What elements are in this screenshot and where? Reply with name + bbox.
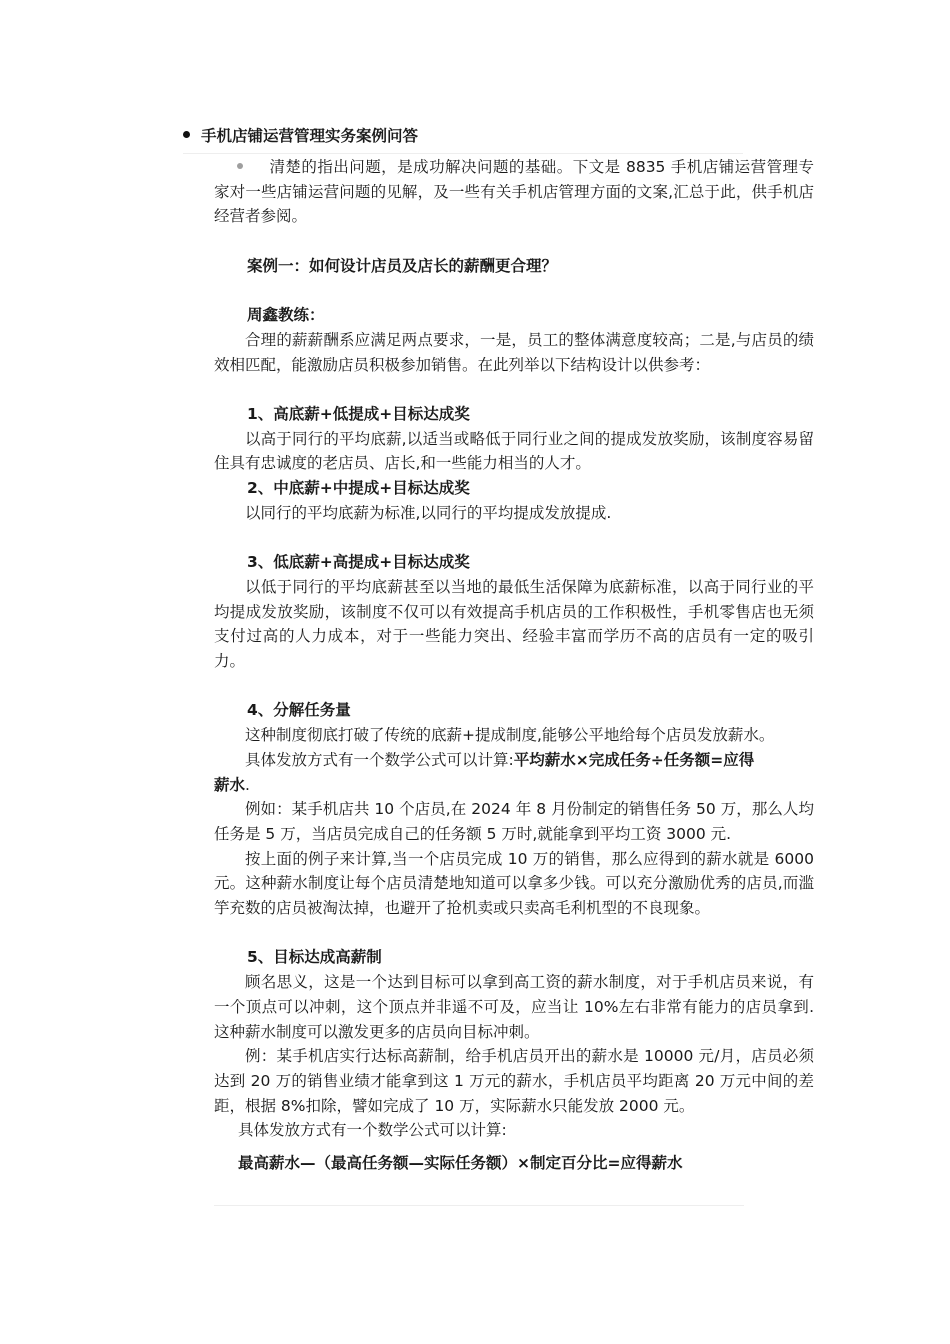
- section-3-title: 3、低底薪+高提成+目标达成奖: [247, 553, 470, 572]
- coach-intro: 合理的薪薪酬系应满足两点要求，一是，员工的整体满意度较高；二是,与店员的绩效相匹配，能激励店员积极参加销售。在此列举以下结构设计以供参考：: [214, 330, 814, 374]
- section-5-paragraph-1: 顾名思义，这是一个达到目标可以拿到高工资的薪水制度，对于手机店员来说，有一个顶点可以冲刺，这个顶点并非遥不可及，应当让 10%左右非常有能力的店员拿到.这种薪水制度可以激发更多的店员向目标冲刺。: [214, 973, 814, 1041]
- section-4-paragraph-4: 按上面的例子来计算,当一个店员完成 10 万的销售，那么应得到的薪水就是 6000 元。这种薪水制度让每个店员清楚地知道可以拿多少钱。可以充分激励优秀的店员,而滥竽充数的店员被淘汰掉，也避开了抢机卖或只卖高毛利机型的不良现象。: [214, 849, 814, 918]
- section-5-title: 5、目标达成高薪制: [247, 948, 382, 967]
- bullet-icon: [183, 131, 190, 138]
- section-4-paragraph-1: 这种制度彻底打破了传统的底薪+提成制度,能够公平地给每个店员发放薪水。: [245, 726, 775, 745]
- formula-max-salary: 最高薪水—（最高任务额—实际任务额）×制定百分比=应得薪水: [238, 1154, 683, 1173]
- coach-label: 周鑫教练：: [247, 306, 325, 325]
- title-text: 手机店铺运营管理实务案例问答: [201, 127, 419, 145]
- document-title: [183, 124, 418, 146]
- section-2-text: 以同行的平均底薪为标准,以同行的平均提成发放提成.: [245, 503, 612, 522]
- formula-average-salary: 平均薪水×完成任务÷任务额=应得: [513, 750, 755, 769]
- section-5-paragraph-2: 例：某手机店实行达标高薪制，给手机店员开出的薪水是 10000 元/月，店员必须达到 20 万的销售业绩才能拿到这 1 万元的薪水，手机店员平均距离 20 万元中间的差距，根据 8%扣除，譬如完成了 10 万，实际薪水只能发放 2000 元。: [214, 1047, 814, 1115]
- section-1-text: 以高于同行的平均底薪,以适当或略低于同行业之间的提成发放奖励，该制度容易留住具有忠诚度的老店员、店长,和一些能力相当的人才。: [214, 429, 814, 473]
- case-title: 案例一：如何设计店员及店长的薪酬更合理？: [247, 256, 558, 275]
- divider: [214, 1205, 744, 1206]
- section-5-paragraph-3: 具体发放方式有一个数学公式可以计算:: [238, 1121, 507, 1140]
- sub-bullet-icon: [237, 163, 243, 169]
- section-4-paragraph-2: 具体发放方式有一个数学公式可以计算:平均薪水×完成任务÷任务额=应得 薪水.: [214, 750, 755, 794]
- section-4-paragraph-3: 例如：某手机店共 10 个店员,在 2024 年 8 月份制定的销售任务 50 万，那么人均任务是 5 万，当店员完成自己的任务额 5 万时,就能拿到平均工资 3000 元.: [214, 800, 814, 843]
- intro-paragraph: 清楚的指出问题，是成功解决问题的基础。下文是 8835 手机店铺运营管理专家对一些店铺运营问题的见解，及一些有关手机店管理方面的文案,汇总于此，供手机店经营者参阅。: [214, 158, 814, 226]
- article-body: [214, 155, 814, 1176]
- section-1-title: 1、高底薪+低提成+目标达成奖: [247, 404, 470, 423]
- section-2-title: 2、中底薪+中提成+目标达成奖: [247, 479, 470, 498]
- divider: [183, 153, 743, 154]
- section-4-title: 4、分解任务量: [247, 701, 351, 720]
- section-3-text: 以低于同行的平均底薪甚至以当地的最低生活保障为底薪标准，以高于同行业的平均提成发放奖励，该制度不仅可以有效提高手机店员的工作积极性，手机零售店也无须支付过高的人力成本，对于一些能力突出、经验丰富而学历不高的店员有一定的吸引力。: [214, 577, 814, 670]
